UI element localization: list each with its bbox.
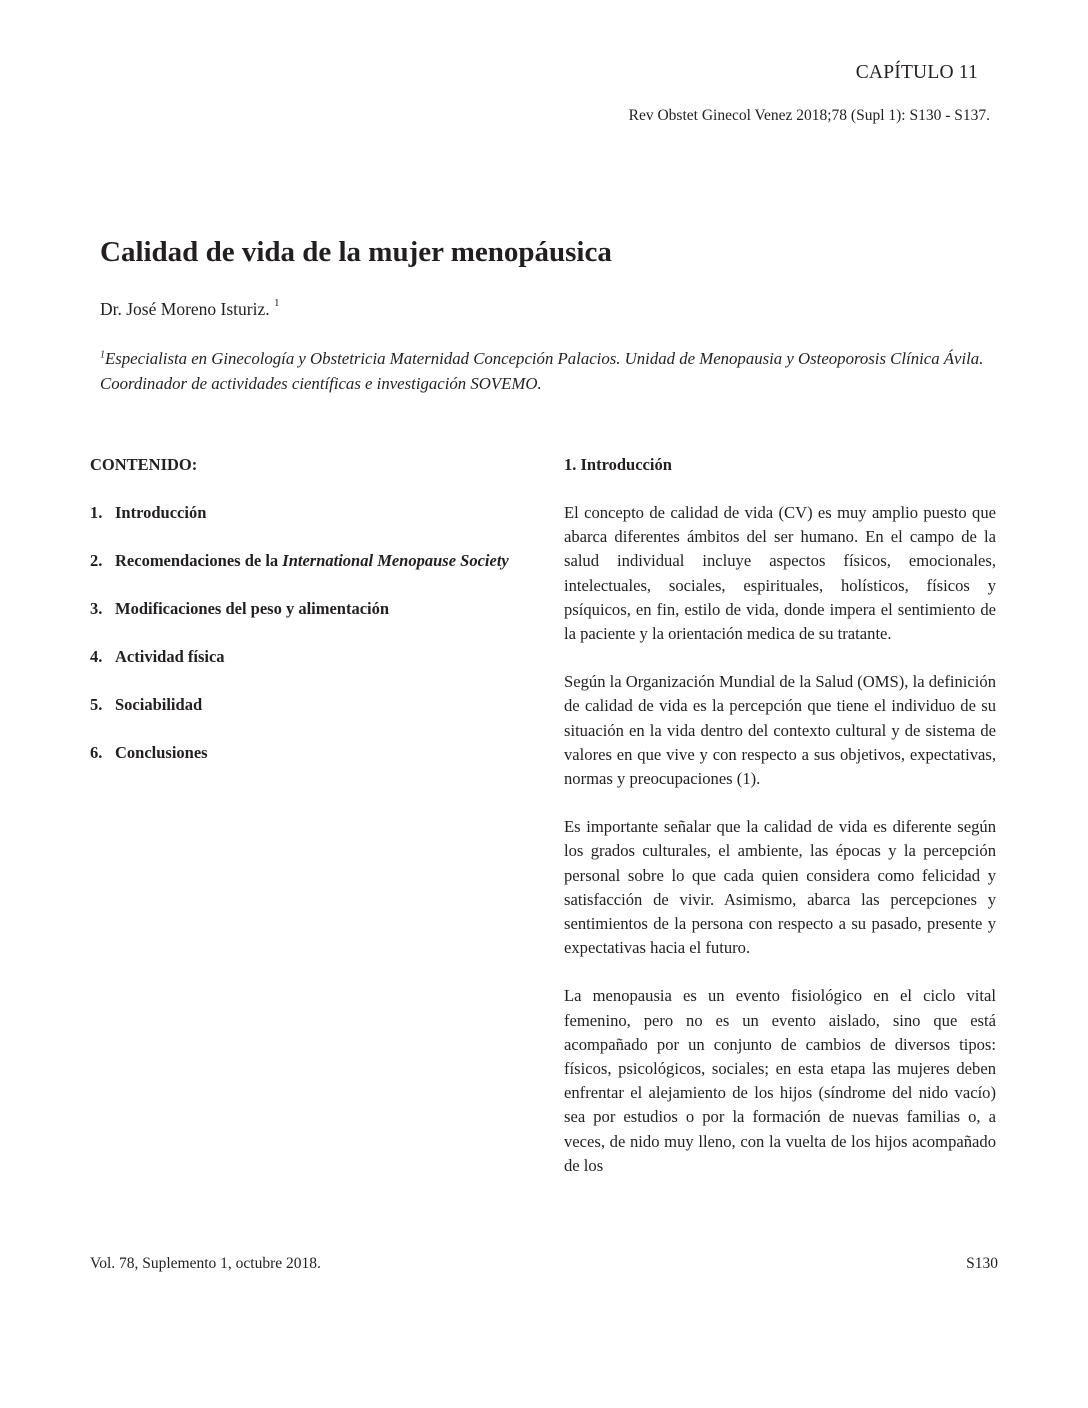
toc-item-label: Modificaciones del peso y alimentación	[115, 599, 390, 618]
body-paragraph: Es importante señalar que la calidad de vida es diferente según los grados culturales, el ambiente, las épocas y la percepción personal sobre lo que cada quien considera como felicidad y satisfacción de vivir. Asimismo, abarca las percepciones y sentimientos de la persona con respecto a su pasado, presente y expectativas hacia el futuro.	[564, 817, 996, 958]
toc-item	[90, 549, 540, 572]
toc-item-number: 3.	[90, 599, 103, 618]
affiliation-superscript: 1	[100, 349, 105, 361]
toc-item-label: Introducción	[115, 503, 207, 522]
affiliation-text: Especialista en Ginecología y Obstetricia Maternidad Concepción Palacios. Unidad de Menopausia y Osteoporosis Clínica Ávila. Coordinador de actividades científicas e investigación SOVEMO.	[100, 349, 984, 393]
journal-citation: Rev Obstet Ginecol Venez 2018;78 (Supl 1): S130 - S137.	[628, 107, 990, 124]
toc-item	[90, 597, 540, 620]
body-paragraph: La menopausia es un evento fisiológico en el ciclo vital femenino, pero no es un evento aislado, sino que está acompañado por un conjunto de cambios de diversos tipos: físicos, psicológicos, sociales; en esta etapa las mujeres deben enfrentar el alejamiento de los hijos (síndrome del nido vacío) sea por estudios o por la formación de nuevas familias o, a veces, de nido muy lleno, con la vuelta de los hijos acompañado de los	[564, 986, 996, 1175]
toc-item	[90, 693, 540, 716]
toc-item-label: Recomendaciones de la	[115, 551, 283, 570]
author-line	[100, 299, 280, 320]
footer-page-number: S130	[966, 1255, 998, 1272]
toc-item	[90, 645, 540, 668]
footer-volume: Vol. 78, Suplemento 1, octubre 2018.	[90, 1255, 321, 1272]
toc-item-number: 6.	[90, 743, 103, 762]
article-title: Calidad de vida de la mujer menopáusica	[100, 236, 612, 268]
author-superscript: 1	[274, 297, 280, 310]
toc-item-number: 4.	[90, 647, 103, 666]
table-of-contents	[90, 455, 540, 789]
author-name: Dr. José Moreno Isturiz.	[100, 299, 270, 319]
toc-heading: CONTENIDO:	[90, 455, 198, 474]
body-paragraph: El concepto de calidad de vida (CV) es muy amplio puesto que abarca diferentes ámbitos del ser humano. En el campo de la salud individual incluye aspectos físicos, emocionales, intelectuales, sociales, espirituales, holísticos, físicos y psíquicos, en fin, estilo de vida, donde impera el sentimiento de la paciente y la orientación medica de su tratante.	[564, 503, 996, 644]
section-heading: 1. Introducción	[564, 455, 672, 474]
chapter-label: CAPÍTULO 11	[855, 62, 978, 83]
toc-list	[90, 501, 540, 764]
toc-item-number: 1.	[90, 503, 103, 522]
body-paragraph: Según la Organización Mundial de la Salud (OMS), la definición de calidad de vida es la percepción que tiene el individuo de su situación en la vida dentro del contexto cultural y de sistema de valores en que vive y con respecto a sus objetivos, expectativas, normas y preocupaciones (1).	[564, 672, 996, 789]
toc-item-label: Actividad física	[115, 647, 225, 666]
toc-item-number: 2.	[90, 551, 103, 570]
affiliation	[100, 346, 996, 396]
toc-item-number: 5.	[90, 695, 103, 714]
toc-item	[90, 501, 540, 524]
toc-item-label: Sociabilidad	[115, 695, 203, 714]
toc-item-label: Conclusiones	[115, 743, 208, 762]
toc-item-label-italic: International Menopause Society	[282, 551, 509, 570]
toc-item	[90, 741, 540, 764]
body-column	[564, 455, 996, 1202]
